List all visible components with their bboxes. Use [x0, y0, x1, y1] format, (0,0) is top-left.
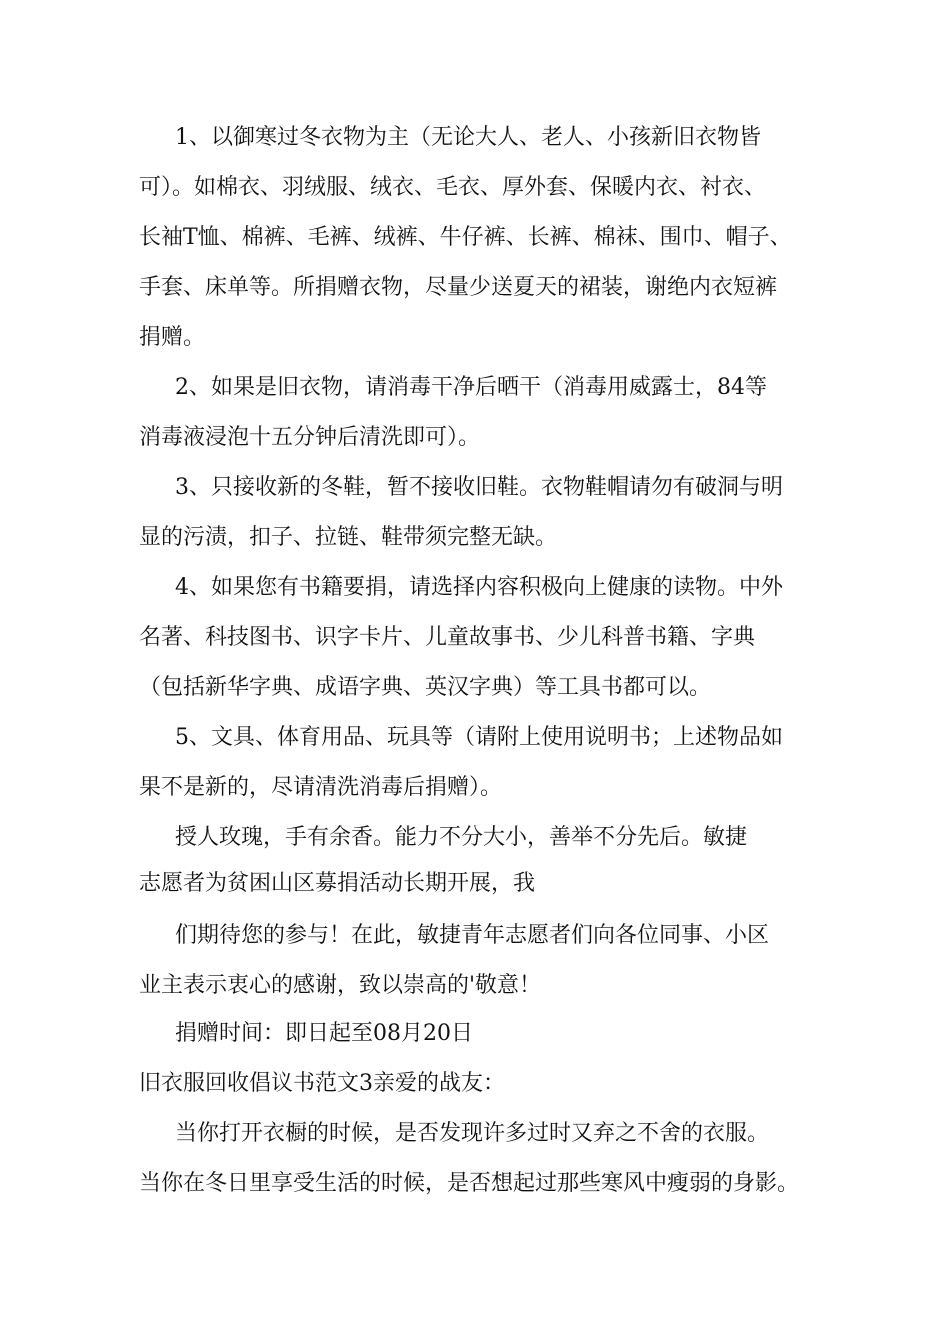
text-line: 显的污渍，扣子、拉链、鞋带须完整无缺。: [139, 525, 558, 550]
text-line: 4、如果您有书籍要捐，请选择内容积极向上健康的读物。中外: [175, 575, 783, 600]
text-line: 业主表示衷心的感谢，致以崇高的'敬意！: [139, 973, 542, 998]
text-line: 名著、科技图书、识字卡片、儿童故事书、少儿科普书籍、字典: [139, 625, 756, 650]
text-line: 果不是新的，尽请清洗消毒后捐赠）。: [139, 775, 503, 800]
text-line: 捐赠时间：即日起至08月20日: [175, 1021, 473, 1046]
text-line: 3、只接收新的冬鞋，暂不接收旧鞋。衣物鞋帽请勿有破洞与明: [175, 475, 783, 500]
text-line: 可）。如棉衣、羽绒服、绒衣、毛衣、厚外套、保暖内衣、衬衣、: [139, 175, 767, 200]
text-line: 志愿者为贫困山区募捐活动长期开展，我: [139, 871, 536, 896]
text-line: 消毒液浸泡十五分钟后清洗即可）。: [139, 425, 481, 450]
text-line: 当你打开衣橱的时候，是否发现许多过时又弃之不舍的衣服。: [175, 1121, 770, 1146]
text-line: 当你在冬日里享受生活的时候，是否想起过那些寒风中瘦弱的身影。: [139, 1171, 800, 1196]
text-line: （包括新华字典、成语字典、英汉字典）等工具书都可以。: [139, 675, 712, 700]
text-line: 授人玫瑰，手有余香。能力不分大小，善举不分先后。敏捷: [175, 825, 748, 850]
text-line: 2、如果是旧衣物，请消毒干净后晒干（消毒用威露士，84等: [175, 375, 767, 400]
text-line: 手套、床单等。所捐赠衣物，尽量少送夏天的裙装，谢绝内衣短裤: [139, 275, 778, 300]
text-line: 长袖T恤、棉裤、毛裤、绒裤、牛仔裤、长裤、棉袜、围巾、帽子、: [139, 225, 792, 250]
text-line: 5、文具、体育用品、玩具等（请附上使用说明书；上述物品如: [175, 725, 783, 750]
text-line: 捐赠。: [139, 325, 206, 350]
text-line: 1、以御寒过冬衣物为主（无论大人、老人、小孩新旧衣物皆: [175, 125, 761, 150]
text-line: 旧衣服回收倡议书范文3亲爱的战友：: [139, 1071, 505, 1096]
text-line: 们期待您的参与！在此，敏捷青年志愿者们向各位同事、小区: [175, 923, 770, 948]
